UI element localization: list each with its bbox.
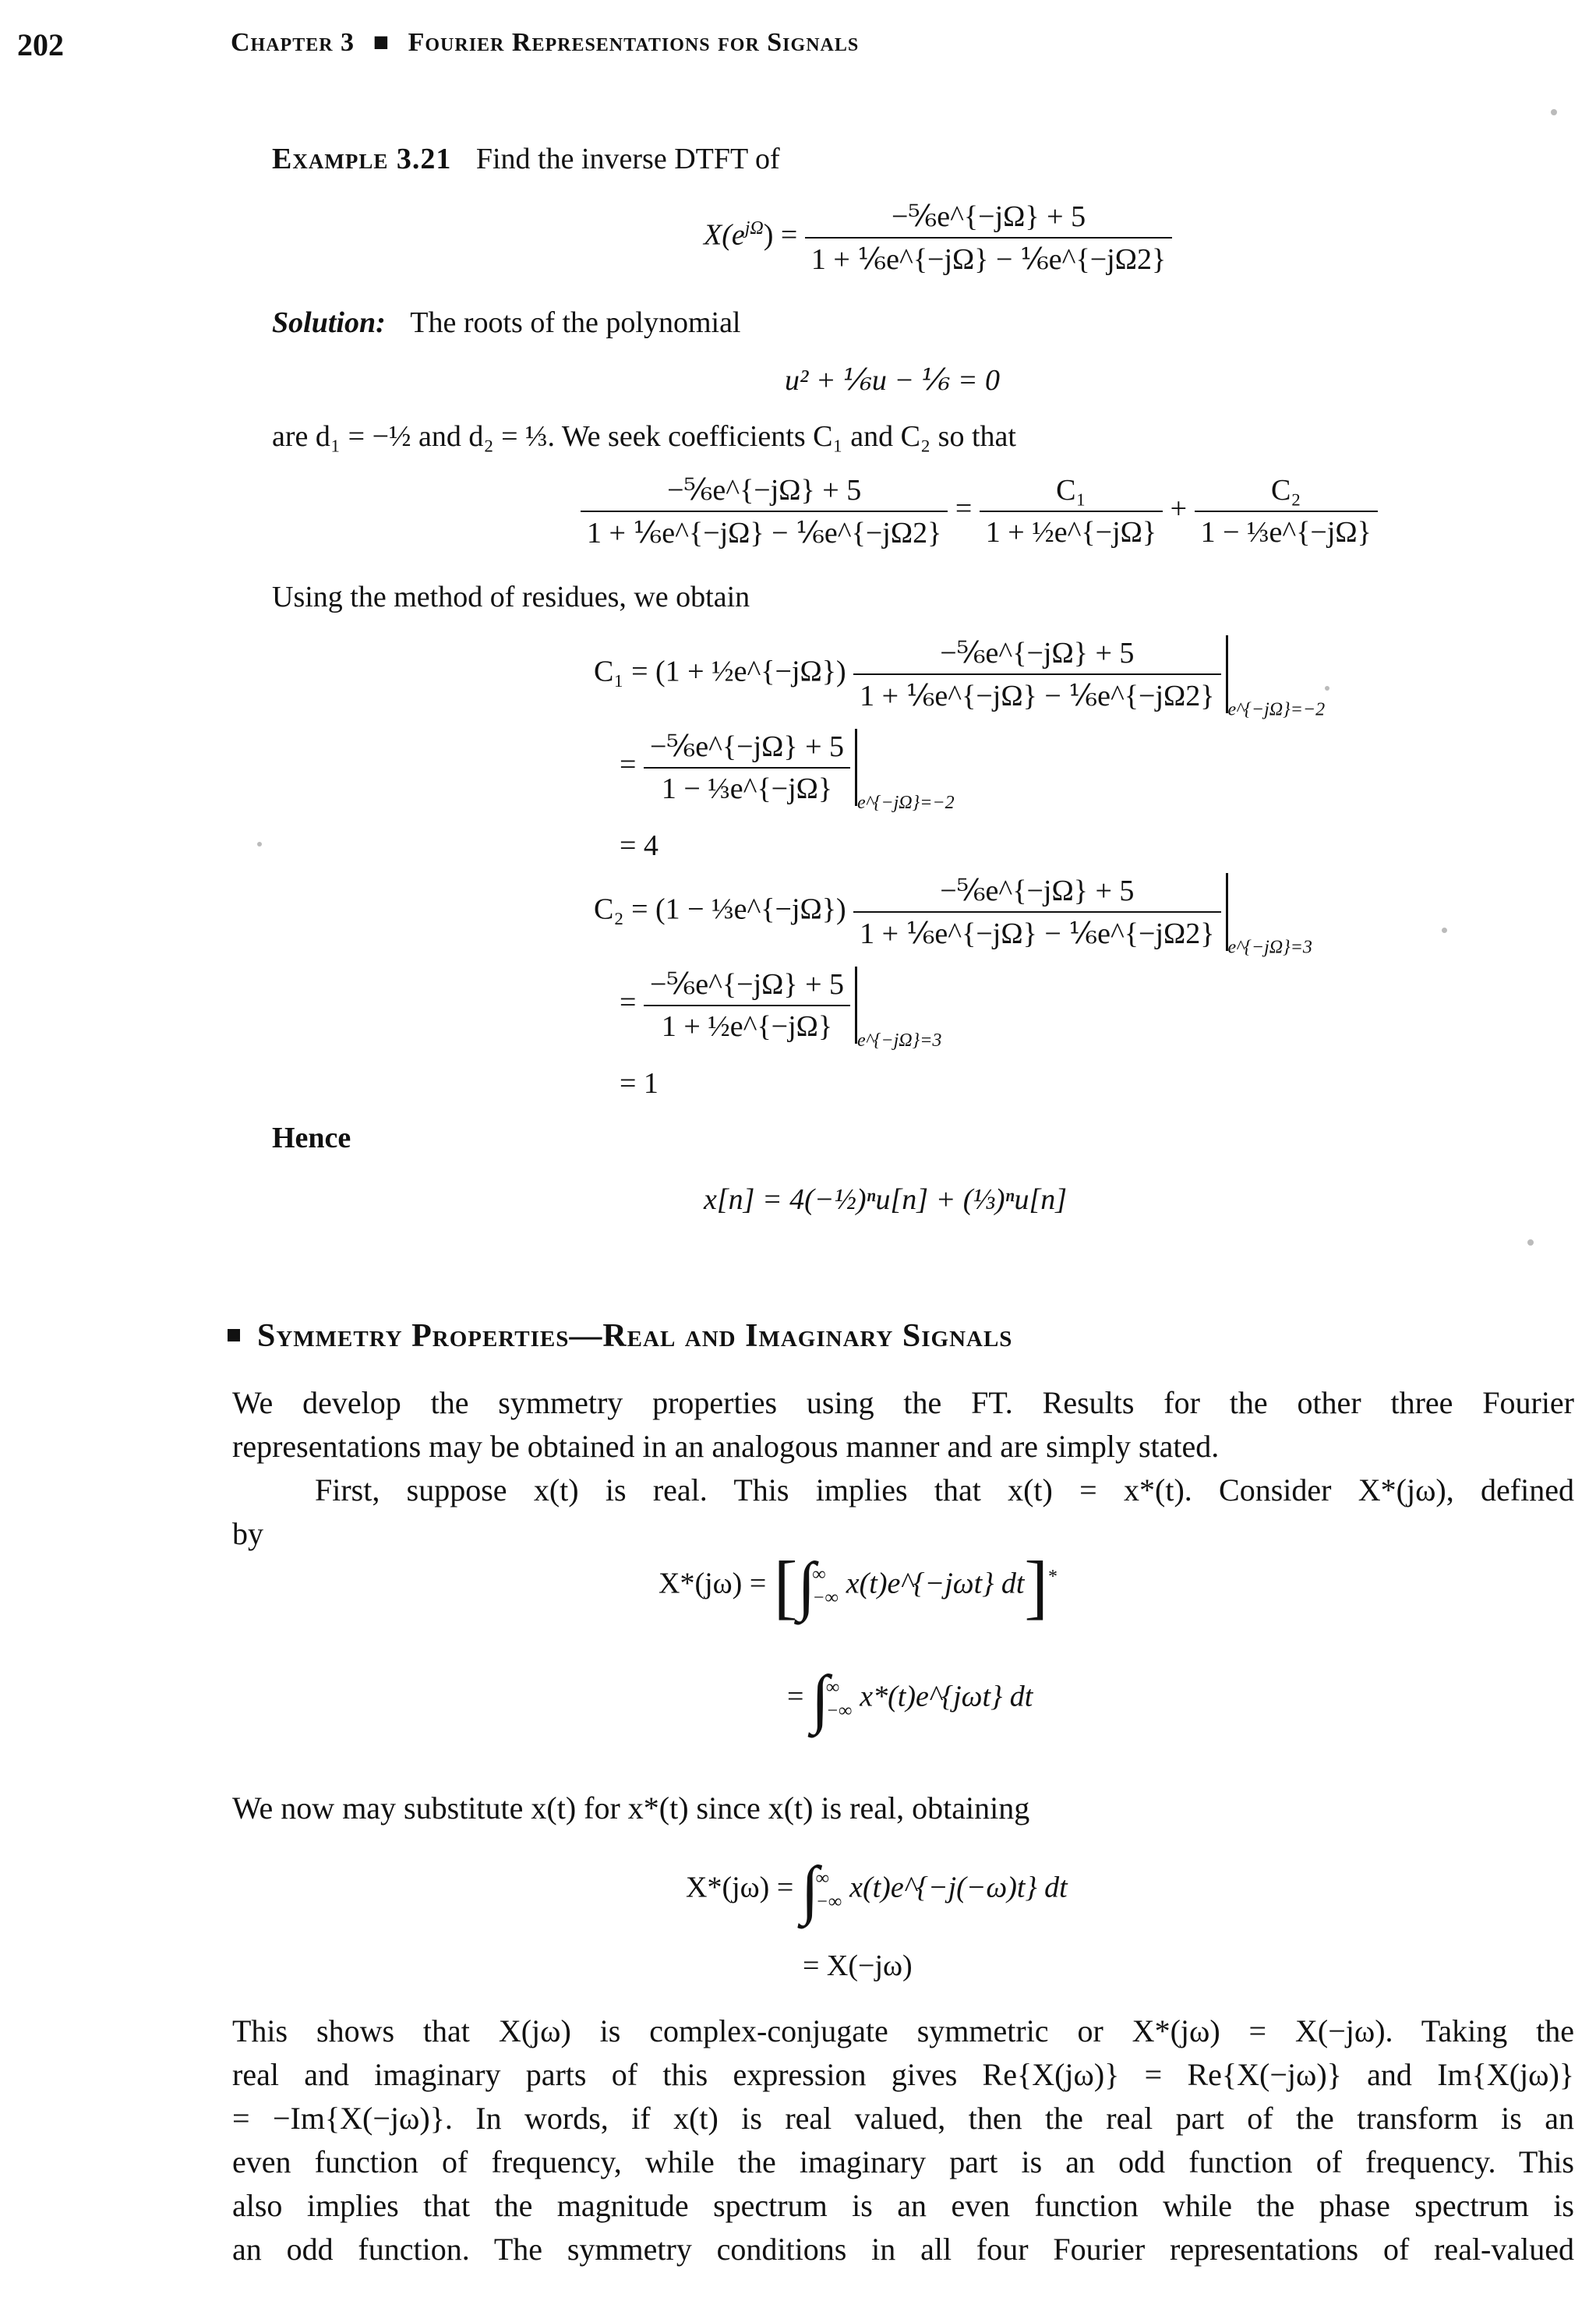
c1-step2-denominator: 1 − ⅓e^{−jΩ} <box>644 767 850 806</box>
paragraph-conclusion <box>232 2009 1574 2271</box>
section-bullet-icon <box>228 1329 240 1341</box>
pf-term1-denominator: 1 + ½e^{−jΩ} <box>980 511 1163 550</box>
eqA2-integrand: x*(t)e^{jωt} dt <box>860 1680 1033 1713</box>
c2-result: = 1 <box>620 1067 659 1100</box>
p4-line2: real and imaginary parts of this expression gives Re{X(jω)} = Re{X(−jω)} and Im{X(jω)} <box>232 2057 1574 2092</box>
equation-conjugate-ft: X*(jω) = [∫∞ −∞ x(t)e^{−jωt} dt]* <box>659 1546 1058 1626</box>
section-title: Symmetry Properties—Real and Imaginary Signals <box>257 1318 1013 1354</box>
c1-numerator: −⅚e^{−jΩ} + 5 <box>940 637 1135 670</box>
equation-conjugate-ft-line2: = ∫∞ −∞ x*(t)e^{jωt} dt <box>787 1663 1033 1735</box>
p1-line1: We develop the symmetry properties using the FT. Results for the other three Fourier <box>232 1385 1574 1420</box>
c2-lhs: C₂ = (1 − ⅓e^{−jΩ}) <box>594 892 846 926</box>
p4-line3: = −Im{X(−jω)}. In words, if x(t) is real valued, then the real part of the transform is an <box>232 2101 1574 2136</box>
p3-text: We now may substitute x(t) for x*(t) since x(t) is real, obtaining <box>232 1790 1030 1826</box>
eqB-integral-icon: ∫ <box>800 1854 819 1926</box>
c2-eval-point: e^{−jΩ}=3 <box>1227 937 1312 958</box>
c2-step2-fraction <box>644 967 850 1044</box>
example-prompt: Find the inverse DTFT of <box>475 143 780 175</box>
hence-label: Hence <box>272 1122 351 1154</box>
eqA-right-bracket: ] <box>1024 1546 1049 1626</box>
eqA-lhs: X*(jω) = <box>659 1567 767 1600</box>
section-heading <box>228 1317 1012 1355</box>
running-head-chapter: Chapter 3 <box>231 28 355 57</box>
solution-text: The roots of the polynomial <box>410 306 741 339</box>
running-head-title: Fourier Representations for Signals <box>408 28 860 57</box>
pf-term2-denominator: 1 − ⅓e^{−jΩ} <box>1195 511 1378 550</box>
c1-denominator: 1 + ⅙e^{−jΩ} − ⅙e^{−jΩ2} <box>853 673 1220 713</box>
eq1-lhs-sup: jΩ <box>744 218 764 239</box>
solution-label: Solution: <box>272 306 386 339</box>
c2-denominator: 1 + ⅙e^{−jΩ} − ⅙e^{−jΩ2} <box>853 911 1220 951</box>
scan-speck <box>1325 686 1329 691</box>
equation-polynomial: u² + ⅙u − ⅙ = 0 <box>785 364 1000 397</box>
c1-step2-fraction <box>644 729 850 806</box>
pf-lhs-denominator: 1 + ⅙e^{−jΩ} − ⅙e^{−jΩ2} <box>581 511 948 550</box>
solution-line <box>272 306 741 340</box>
eqA-integrand: x(t)e^{−jωt} dt <box>846 1567 1025 1600</box>
page-number: 202 <box>17 27 64 62</box>
c2-numerator: −⅚e^{−jΩ} + 5 <box>940 875 1135 907</box>
example-label: Example 3.21 <box>272 143 452 175</box>
c2-step2-denominator: 1 + ½e^{−jΩ} <box>644 1005 850 1044</box>
final-result: x[n] = 4(−½)ⁿu[n] + (⅓)ⁿu[n] <box>704 1183 1068 1216</box>
equation-c1 <box>594 635 1325 721</box>
scan-speck <box>1551 109 1557 115</box>
p2-line1: First, suppose x(t) is real. This implies that x(t) = x*(t). Consider X*(jω), defined <box>315 1472 1574 1507</box>
eqA-limits: ∞ −∞ <box>812 1564 839 1608</box>
c2-step2-eval-bar <box>644 967 857 1044</box>
c1-step2-eval-point: e^{−jΩ}=−2 <box>857 793 955 814</box>
eq1-denominator: 1 + ⅙e^{−jΩ} − ⅙e^{−jΩ2} <box>805 237 1172 277</box>
residues-text: Using the method of residues, we obtain <box>272 581 750 613</box>
c2-step2-eval-point: e^{−jΩ}=3 <box>857 1030 942 1052</box>
p4-line4: even function of frequency, while the imaginary part is an odd function of frequency. This <box>232 2144 1574 2179</box>
equation-partial-fraction: $\frac{\text{−⅚e\textasciicircum{}\{−jΩ\} + 5}}{\text{1 + ⅙e\textasciicircum{}\{−jΩ\} − ⅙e\textasciicircum{}\{−jΩ2\}}}$ = $\frac{\text{C₁}}{\text{1 + ½e\textasciicircum{}\{−jΩ\}}}$ + $\frac{\text{C₂}}{\text{1 − ⅓e\textasciicircum{}\{−jΩ\}}}$ <box>581 472 1378 550</box>
c2-eval-bar <box>853 873 1227 951</box>
scan-speck <box>1442 928 1447 933</box>
pf-term2-numerator: C₂ <box>1270 474 1301 507</box>
paragraph-substitute <box>232 1787 1574 1830</box>
c1-eval-point: e^{−jΩ}=−2 <box>1227 699 1326 720</box>
equation-c1-step2: = $\frac{\text{−⅚e\textasciicircum{}\{−jΩ\} + 5}}{\text{1 − ⅓e\textasciicircum{}\{−jΩ\}}}$ $_{e\^{}\{-j\Omega\}=-2}$ <box>620 730 955 814</box>
running-head <box>231 28 859 58</box>
paragraph-intro <box>232 1381 1574 1556</box>
c1-eval-bar <box>853 635 1227 713</box>
p4-line1: This shows that X(jω) is complex-conjugate symmetric or X*(jω) = X(−jω). Taking the <box>232 2013 1574 2048</box>
c1-lhs: C₁ = (1 + ½e^{−jΩ}) <box>594 655 846 688</box>
pf-term1 <box>980 473 1163 550</box>
c1-fraction <box>853 635 1220 713</box>
running-head-bullet: ■ <box>373 28 390 57</box>
p2-line2: by <box>232 1516 263 1551</box>
c1-result: = 4 <box>620 829 659 862</box>
c1-step2-eval-bar <box>644 729 857 806</box>
equation-real-signal-line2: = X(−jω) <box>803 1949 913 1982</box>
eqB-limits: ∞ −∞ <box>815 1868 842 1912</box>
equation-real-signal <box>686 1854 1068 1926</box>
c1-step2-numerator: −⅚e^{−jΩ} + 5 <box>649 730 845 763</box>
p4-line5: also implies that the magnitude spectrum is an even function while the phase spectrum is <box>232 2188 1574 2223</box>
p4-line6: an odd function. The symmetry conditions in all four Fourier representations of real-valued <box>232 2232 1574 2267</box>
pf-term2 <box>1195 473 1378 550</box>
pf-term1-numerator: C₁ <box>1056 474 1086 507</box>
eqB-lhs: X*(jω) = <box>686 1871 794 1904</box>
c2-step2-numerator: −⅚e^{−jΩ} + 5 <box>649 968 845 1001</box>
eq1-lhs: X(e <box>704 218 745 252</box>
eqA-integral-icon: ∫ <box>797 1550 816 1622</box>
example-heading <box>272 142 780 176</box>
scan-speck <box>257 842 262 847</box>
eqA2-limits: ∞ −∞ <box>825 1677 853 1721</box>
equation-c2 <box>594 873 1312 959</box>
p1-line2: representations may be obtained in an analogous manner and are simply stated. <box>232 1429 1220 1464</box>
equation-c2-step2: = $\frac{\text{−⅚e\textasciicircum{}\{−jΩ\} + 5}}{\text{1 + ½e\textasciicircum{}\{−jΩ\}}}$ $_{e\^{}\{-j\Omega\}=3}$ <box>620 968 942 1052</box>
pf-lhs-fraction <box>581 472 948 550</box>
equation-dtft-x: $X(e^{j\Omega})$ = $\frac{\text{−⅚e\textasciicircum{}\{−jΩ\} + 5}}{\text{1 + ⅙e\textasciicircum{}\{−jΩ\} − ⅙e\textasciicircum{}\{−jΩ2\}}}$ <box>704 199 1172 277</box>
c2-fraction <box>853 873 1220 951</box>
scan-speck <box>1527 1239 1534 1246</box>
roots-text: are d₁ = −½ and d₂ = ⅓. We seek coefficients C₁ and C₂ so that <box>272 420 1016 453</box>
eqA2-integral-icon: ∫ <box>810 1663 829 1735</box>
eq1-numerator: −⅚e^{−jΩ} + 5 <box>891 200 1086 233</box>
eq1-fraction <box>805 199 1172 277</box>
pf-lhs-numerator: −⅚e^{−jΩ} + 5 <box>667 474 862 507</box>
eqA-left-bracket: [ <box>773 1546 798 1626</box>
eqB-integrand: x(t)e^{−j(−ω)t} dt <box>849 1871 1068 1904</box>
